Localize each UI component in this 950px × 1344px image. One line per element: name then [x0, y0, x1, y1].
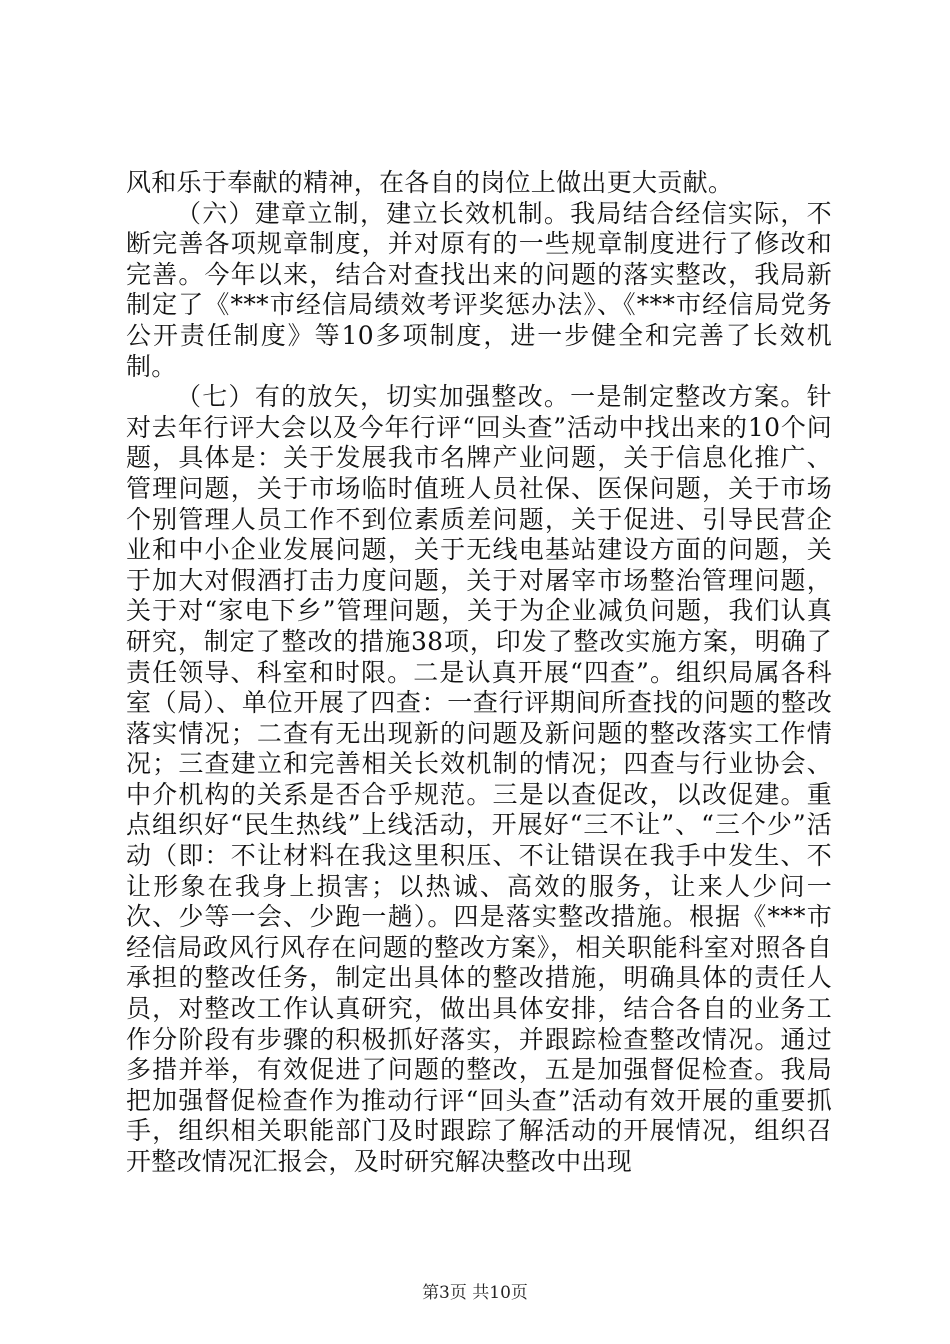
- paragraph-section-seven: （七）有的放矢，切实加强整改。一是制定整改方案。针对去年行评大会以及今年行评“回头查”活动中找出来的10个问题，具体是：关于发展我市名牌产业问题，关于信息化推广、管理问题，关于市场临时值班人员社保、医保问题，关于市场个别管理人员工作不到位素质差问题，关于促进、引导民营企业和中小企业发展问题，关于无线电基站建设方面的问题，关于加大对假酒打击力度问题，关于对屠宰市场整治管理问题，关于对“家电下乡”管理问题，关于为企业减负问题，我们认真研究，制定了整改的措施38项，印发了整改实施方案，明确了责任领导、科室和时限。二是认真开展“四查”。组织局属各科室（局）、单位开展了四查：一查行评期间所查找的问题的整改落实情况；二查有无出现新的问题及新问题的整改落实工作情况；三查建立和完善相关长效机制的情况；四查与行业协会、中介机构的关系是否合乎规范。三是以查促改，以改促建。重点组织好“民生热线”上线活动，开展好“三不让”、“三个少”活动（即：不让材料在我这里积压、不让错误在我手中发生、不让形象在我身上损害；以热诚、高效的服务，让来人少问一次、少等一会、少跑一趟）。四是落实整改措施。根据《***市经信局政风行风存在问题的整改方案》，相关职能科室对照各自承担的整改任务，制定出具体的整改措施，明确具体的责任人员，对整改工作认真研究，做出具体安排，结合各自的业务工作分阶段有步骤的积极抓好落实，并跟踪检查整改情况。通过多措并举，有效促进了问题的整改，五是加强督促检查。我局把加强督促检查作为推动行评“回头查”活动有效开展的重要抓手，组织相关职能部门及时跟踪了解活动的开展情况，组织召开整改情况汇报会，及时研究解决整改中出现: [126, 382, 832, 1176]
- document-body: [126, 168, 832, 1178]
- paragraph-continuation: 风和乐于奉献的精神，在各自的岗位上做出更大贡献。: [126, 168, 734, 197]
- page-number-footer: 第3页 共10页: [422, 1283, 528, 1303]
- paragraph-section-six: （六）建章立制，建立长效机制。我局结合经信实际，不断完善各项规章制度，并对原有的一些规章制度进行了修改和完善。今年以来，结合对查找出来的问题的落实整改，我局新制定了《***市经信局绩效考评奖惩办法》、《***市经信局党务公开责任制度》等10多项制度，进一步健全和完善了长效机制。: [126, 198, 832, 381]
